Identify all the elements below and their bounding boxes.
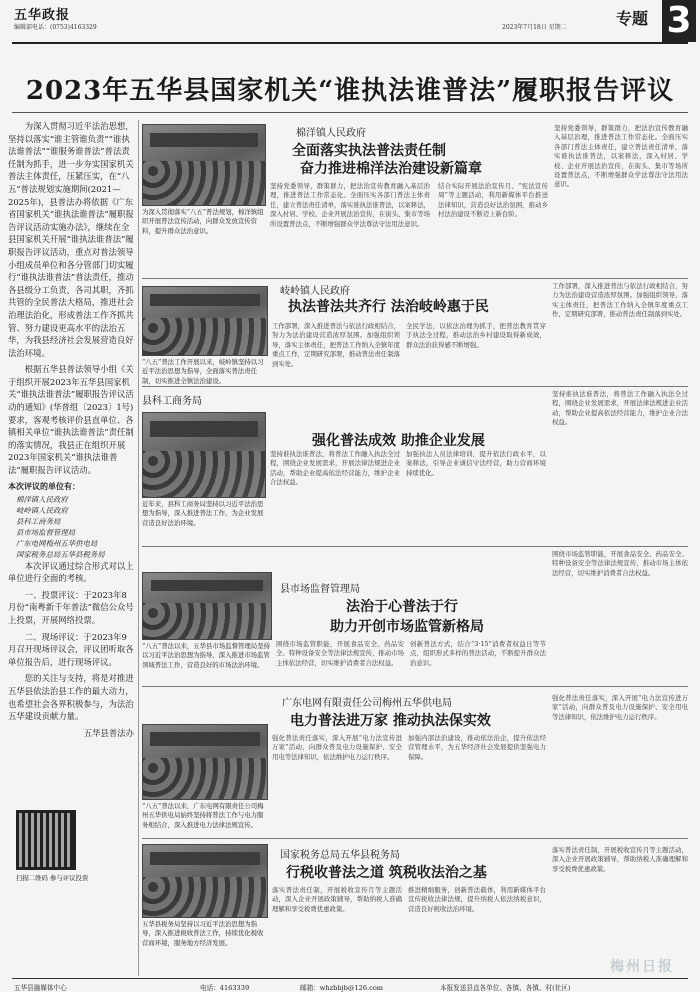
- unit-item: 县科工商务局: [16, 516, 61, 526]
- section-photo: [142, 412, 266, 498]
- section-slogan: 助力开创市场监管新格局: [330, 619, 484, 635]
- section-mianyang: [142, 120, 688, 280]
- org-name: 国家税务总局五华县税务局: [280, 850, 400, 861]
- masthead-rule: [12, 42, 688, 44]
- section-slogan: 法治于心普法于行: [346, 599, 458, 615]
- photo-caption: “八五”普法以来，五华县市场监督管理局坚持以习近平法治思想为指导，深入推进市场监管领域普法工作，营造良好的市场法治环境。: [142, 642, 270, 669]
- photo-caption: 为深入贯彻落实“八五”普法规划，棉洋镇组织开展普法宣传活动，向群众发放宣传资料，提升群众法治意识。: [142, 208, 264, 235]
- section-rule: [142, 278, 688, 279]
- section-slogan: 强化普法成效 助推企业发展: [312, 433, 485, 449]
- section-rule: [142, 386, 688, 387]
- unit-item: 棉洋镇人民政府: [16, 494, 68, 504]
- section-photo: [142, 286, 268, 356]
- section-rule: [142, 546, 688, 547]
- footer-email: 邮箱：whzbbjb@126.com: [300, 984, 384, 992]
- section-body: 坚持谁执法谁普法，将普法工作融入执法全过程，围绕企业发展需求，开展法律法规进企业活动，帮助企业提高依法经营能力，维护企业合法权益。: [270, 450, 400, 487]
- section-body: 加强执法人员法律培训，提升依法行政水平，以案释法，引导企业诚信守法经营，助力营商环境持续优化。: [406, 450, 546, 477]
- org-name: 棉洋镇人民政府: [296, 128, 366, 139]
- section-photo: [142, 724, 268, 800]
- intro-paragraph: 为深入贯彻习近平法治思想，坚持以落实“谁主管谁负责”“谁执法谁普法”“谁服务谁普法”普法责任制为抓手，进一步夯实国家机关普法主体责任，压紧压实，在“八五”普法规划实施期间(2021—2025年)，县普法办将依据《广东省国家机关“谁执法谁普法”履职报告评议活动实施办法》，继续在全县国家机关开展“谁执法谁普法”履职报告评议活动，重点对普法领导小组成员单位和各分管部门切实履行“谁执法谁普法”普法责任，推动各县级分工负责，各司其职，齐抓共管的全民普法大格局，推进社会治理法治化，形成普法工作齐抓共管、努力建设更高水平的法治五华，为我县经济社会发展营造良好法治环境。: [8, 121, 134, 358]
- section-body: 强化普法责任落实，深入开展“电力法宣传进万家”活动，向群众普及电力设施保护、安全用电等法律知识，依法维护电力运行秩序。: [552, 694, 688, 721]
- watermark-logo: 梅州日报: [610, 959, 674, 975]
- section-sciencecommerce: [142, 390, 688, 548]
- section-body: 结合实际开展法治宣传月、“宪法宣传周”等主题活动，利用新媒体平台推送法律知识，营造良好法治氛围，推动乡村法治建设不断迈上新台阶。: [438, 182, 548, 219]
- unit-item: 县市场监督管理局: [16, 527, 76, 537]
- masthead-title: 五华政报: [14, 8, 71, 23]
- section-body: 加强内部法治建设，推动依法治企，提升依法经营管理水平，为五华经济社会发展提供坚强电力保障。: [408, 734, 546, 761]
- section-rule: [142, 838, 688, 839]
- org-name: 县市场监督管理局: [280, 584, 360, 595]
- section-slogan: 行税收普法之道 筑税收法治之基: [286, 865, 487, 881]
- publication-date: 2023年7月18日 星期二: [502, 24, 567, 31]
- masthead-tagline: 编辑部电话：(0753)4163329: [14, 24, 97, 31]
- unit-list: [8, 494, 134, 560]
- qr-caption: 扫描二维码 参与评议投票: [16, 874, 89, 882]
- footer-distribution: 本报发送县直各单位、各镇、各镇、村(社区): [440, 984, 571, 992]
- org-name: 广东电网有限责任公司梅州五华供电局: [282, 698, 452, 709]
- section-powersupply: [142, 690, 688, 840]
- photo-caption: “八五”普法工作开展以来，岐岭镇坚持以习近平法治思想为指导，全面落实普法责任制，切实推进全镇法治建设。: [142, 358, 264, 385]
- footer-rule: [12, 978, 688, 979]
- section-body: 落实普法责任制，开展税收宣传月等主题活动，深入企业开展政策辅导，帮助纳税人准确理解和享受税费优惠政策。: [552, 846, 688, 873]
- section-slogan: 奋力推进棉洋法治建设新篇章: [300, 161, 482, 177]
- section-slogan: 全面落实执法普法责任制: [292, 143, 446, 159]
- section-body: 推进精细服务，创新普法载体，利用新媒体平台宣传税收法律法规，提升纳税人依法纳税意识，营造良好税收法治环境。: [408, 886, 546, 913]
- page-headline: 2023年五华县国家机关“谁执法谁普法”履职报告评议: [25, 76, 675, 106]
- section-body: 坚持党委领导，群策群力，把法治宣传教育融入基层治理，推进普法工作常态化。全面压实各部门普法主体责任，建立普法责任清单，落实谁执法谁普法，以案释法，深入村居、学校、企业开展法治宣传，在街头、集市等场所设置普法点，不断增强群众学法尊法守法用法意识。: [270, 182, 430, 228]
- section-body: 强化普法责任落实，深入开展“电力法宣传进万家”活动，向群众普及电力设施保护、安全用电等法律知识，依法维护电力运行秩序。: [272, 734, 402, 761]
- intro-paragraph: 根据五华县普法领导小组《关于组织开展2023年五华县国家机关“谁执法谁普法”履职报告评议活动的通知》(华普组〔2023〕1号)要求，客观考核评价县直单位、各镇相关单位“谁执法谁普法”责任制的落实情况，我县正在组织开展2023年国家机关“谁执法谁普法”履职报告评议活动。: [8, 364, 134, 476]
- org-name: 岐岭镇人民政府: [280, 286, 350, 297]
- section-body: 工作部署，深入推进普法与依法行政相结合，努力为法治建设营造浓厚氛围。加强组织领导，落实主体责任，把普法工作纳入全镇年度重点工作，定期研究部署，推动普法责任制落到实处。: [272, 322, 400, 368]
- section-photo: [142, 572, 272, 640]
- section-slogan: 电力普法进万家 推动执法保实效: [290, 713, 491, 729]
- headline-rule: [12, 112, 688, 113]
- section-taxation: [142, 842, 688, 976]
- section-body: 坚持党委领导，群策群力，把法治宣传教育融入基层治理，推进普法工作常态化。全面压实各部门普法主体责任，建立普法责任清单，落实谁执法谁普法，以案释法，深入村居、学校、企业开展法治宣传，在街头、集市等场所设置普法点，不断增强群众学法尊法守法用法意识。: [554, 124, 688, 189]
- section-body: 创新普法方式，结合“3·15”消费者权益日等节点，组织形式多样的普法活动，不断提升群众法治意识。: [410, 640, 546, 667]
- section-body: 落实普法责任制，开展税收宣传月等主题活动，深入企业开展政策辅导，帮助纳税人准确理解和享受税费优惠政策。: [272, 886, 402, 913]
- units-title: 本次评议的单位有：: [8, 480, 80, 491]
- footer-publisher: 五华县融媒体中心: [14, 984, 67, 992]
- section-body: 围绕市场监管职能，开展食品安全、药品安全、特种设备安全等法律法规宣传，推动市场主体依法经营，切实维护消费者合法权益。: [276, 640, 404, 667]
- section-marketsupervision: [142, 550, 688, 688]
- section-body: 围绕市场监管职能，开展食品安全、药品安全、特种设备安全等法律法规宣传，推动市场主体依法经营，切实维护消费者合法权益。: [552, 550, 688, 577]
- photo-caption: 近年来，县科工商务局坚持以习近平法治思想为指导，深入推进普法工作，为企业发展营造良好法治环境。: [142, 500, 264, 527]
- intro-paragraph: 您的关注与支持，将是对推进五华县依法治县工作的最大动力，也希望社会各界积极参与，为法治五华建设贡献力量。: [8, 673, 134, 722]
- section-photo: [142, 124, 266, 206]
- photo-caption: 五华县税务局坚持以习近平法治思想为指导，深入推进税收普法工作，持续优化税收营商环境，服务地方经济发展。: [142, 920, 264, 947]
- intro-paragraph: 二、现场评议：于2023年9月召开现场评议会，评议团听取各单位报告后，进行现场评议。: [8, 631, 134, 667]
- qr-code[interactable]: [16, 810, 76, 870]
- section-photo: [142, 844, 268, 918]
- section-qiling: [142, 282, 688, 388]
- intro-paragraph: 本次评议通过综合形式对以上单位进行全面的考核。: [8, 560, 134, 584]
- page-number: 3: [662, 0, 696, 42]
- section-label: 专题: [616, 9, 649, 28]
- section-slogan: 执法普法共齐行 法治岐岭惠于民: [288, 299, 489, 315]
- intro-paragraph: 一、投票评议：于2023年8月份“南粤新千年普法”微信公众号上投票，开展网络投票。: [8, 589, 134, 625]
- unit-item: 岐岭镇人民政府: [16, 505, 68, 515]
- intro-signoff: 五华县普法办: [83, 727, 134, 738]
- footer-phone: 电话：4163339: [200, 984, 250, 992]
- org-name: 县科工商务局: [142, 396, 202, 407]
- section-body: 全民学法，以依法治理为抓手，把普法教育贯穿于执法全过程，推动法治乡村建设取得新成效，群众法治获得感不断增强。: [406, 322, 546, 349]
- photo-caption: “八五”普法以来，广东电网有限责任公司梅州五华供电局始终坚持将普法工作与电力服务相结合，深入推进电力法律法规宣传。: [142, 802, 264, 829]
- unit-item: 广东电网梅州五华供电局: [16, 538, 98, 548]
- unit-item: 国家税务总局五华县税务局: [16, 549, 105, 559]
- intro-column: [8, 120, 134, 800]
- section-rule: [142, 686, 688, 687]
- column-divider: [138, 120, 139, 976]
- section-body: 工作部署，深入推进普法与依法行政相结合，努力为法治建设营造浓厚氛围。加强组织领导，落实主体责任，把普法工作纳入全镇年度重点工作，定期研究部署，推动普法责任制落到实处。: [552, 282, 688, 319]
- section-body: 坚持谁执法谁普法，将普法工作融入执法全过程，围绕企业发展需求，开展法律法规进企业活动，帮助企业提高依法经营能力，维护企业合法权益。: [552, 390, 688, 427]
